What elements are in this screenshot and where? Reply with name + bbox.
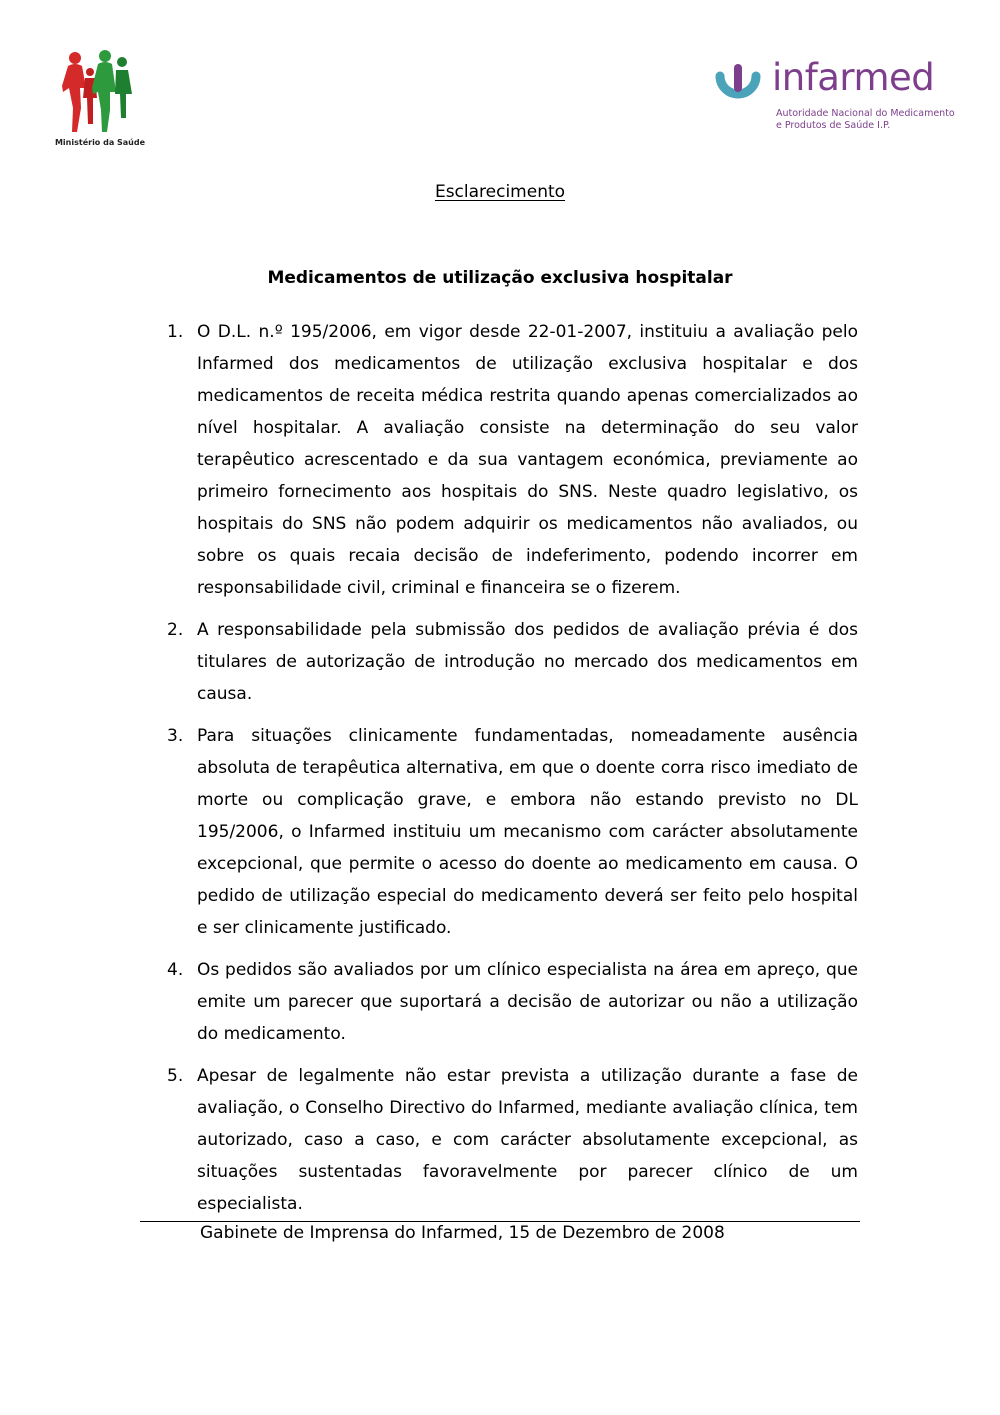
ministerio-saude-logo: [50, 48, 150, 152]
infarmed-wordmark: infarmed: [772, 56, 935, 99]
numbered-list: [163, 316, 858, 1230]
ministerio-figures-icon: [60, 48, 136, 134]
list-item-number: 3.: [167, 726, 184, 746]
list-item: [163, 614, 858, 710]
infarmed-subtitle-line1: Autoridade Nacional do Medicamento: [776, 108, 955, 119]
list-item-number: 5.: [167, 1066, 184, 1086]
footer-text: Gabinete de Imprensa do Infarmed, 15 de Dezembro de 2008: [200, 1223, 725, 1243]
infarmed-subtitle: [776, 108, 955, 132]
list-item-number: 4.: [167, 960, 184, 980]
list-item-text: Apesar de legalmente não estar prevista a utilização durante a fase de avaliação, o Conselho Directivo do Infarmed, mediante avaliação clínica, tem autorizado, caso a caso, e com carácter absolutamente excepcional, as situações sustentadas favoravelmente por parecer clínico de um especialista.: [197, 1066, 858, 1214]
infarmed-mark-icon: [712, 62, 764, 114]
list-item-text: Os pedidos são avaliados por um clínico especialista na área em apreço, que emite um parecer que suportará a decisão de autorizar ou não a utilização do medicamento.: [197, 960, 858, 1044]
list-item: [163, 1060, 858, 1220]
infarmed-logo: [712, 56, 955, 140]
infarmed-subtitle-line2: e Produtos de Saúde I.P.: [776, 120, 891, 131]
ministerio-caption: Ministério da Saúde: [54, 138, 146, 147]
document-heading: Esclarecimento: [434, 182, 566, 202]
list-item-number: 2.: [167, 620, 184, 640]
list-item-text: Para situações clinicamente fundamentadas, nomeadamente ausência absoluta de terapêutica alternativa, em que o doente corra risco imediato de morte ou complicação grave, e embora não estando previsto no DL 195/2006, o Infarmed instituiu um mecanismo com carácter absolutamente excepcional, que permite o acesso do doente ao medicamento em causa. O pedido de utilização especial do medicamento deverá ser feito pelo hospital e ser clinicamente justificado.: [197, 726, 858, 938]
footer-divider: [140, 1221, 860, 1222]
document-subheading: Medicamentos de utilização exclusiva hospitalar: [267, 268, 733, 288]
list-item: [163, 954, 858, 1050]
list-item: [163, 316, 858, 604]
list-item: [163, 720, 858, 944]
list-item-number: 1.: [167, 322, 184, 342]
list-item-text: A responsabilidade pela submissão dos pedidos de avaliação prévia é dos titulares de autorização de introdução no mercado dos medicamentos em causa.: [197, 620, 858, 704]
list-item-text: O D.L. n.º 195/2006, em vigor desde 22-01-2007, instituiu a avaliação pelo Infarmed dos medicamentos de utilização exclusiva hospitalar e dos medicamentos de receita médica restrita quando apenas comercializados ao nível hospitalar. A avaliação consiste na determinação do seu valor terapêutico acrescentado e da sua vantagem económica, previamente ao primeiro fornecimento aos hospitais do SNS. Neste quadro legislativo, os hospitais do SNS não podem adquirir os medicamentos não avaliados, ou sobre os quais recaia decisão de indeferimento, podendo incorrer em responsabilidade civil, criminal e financeira se o fizerem.: [197, 322, 858, 598]
